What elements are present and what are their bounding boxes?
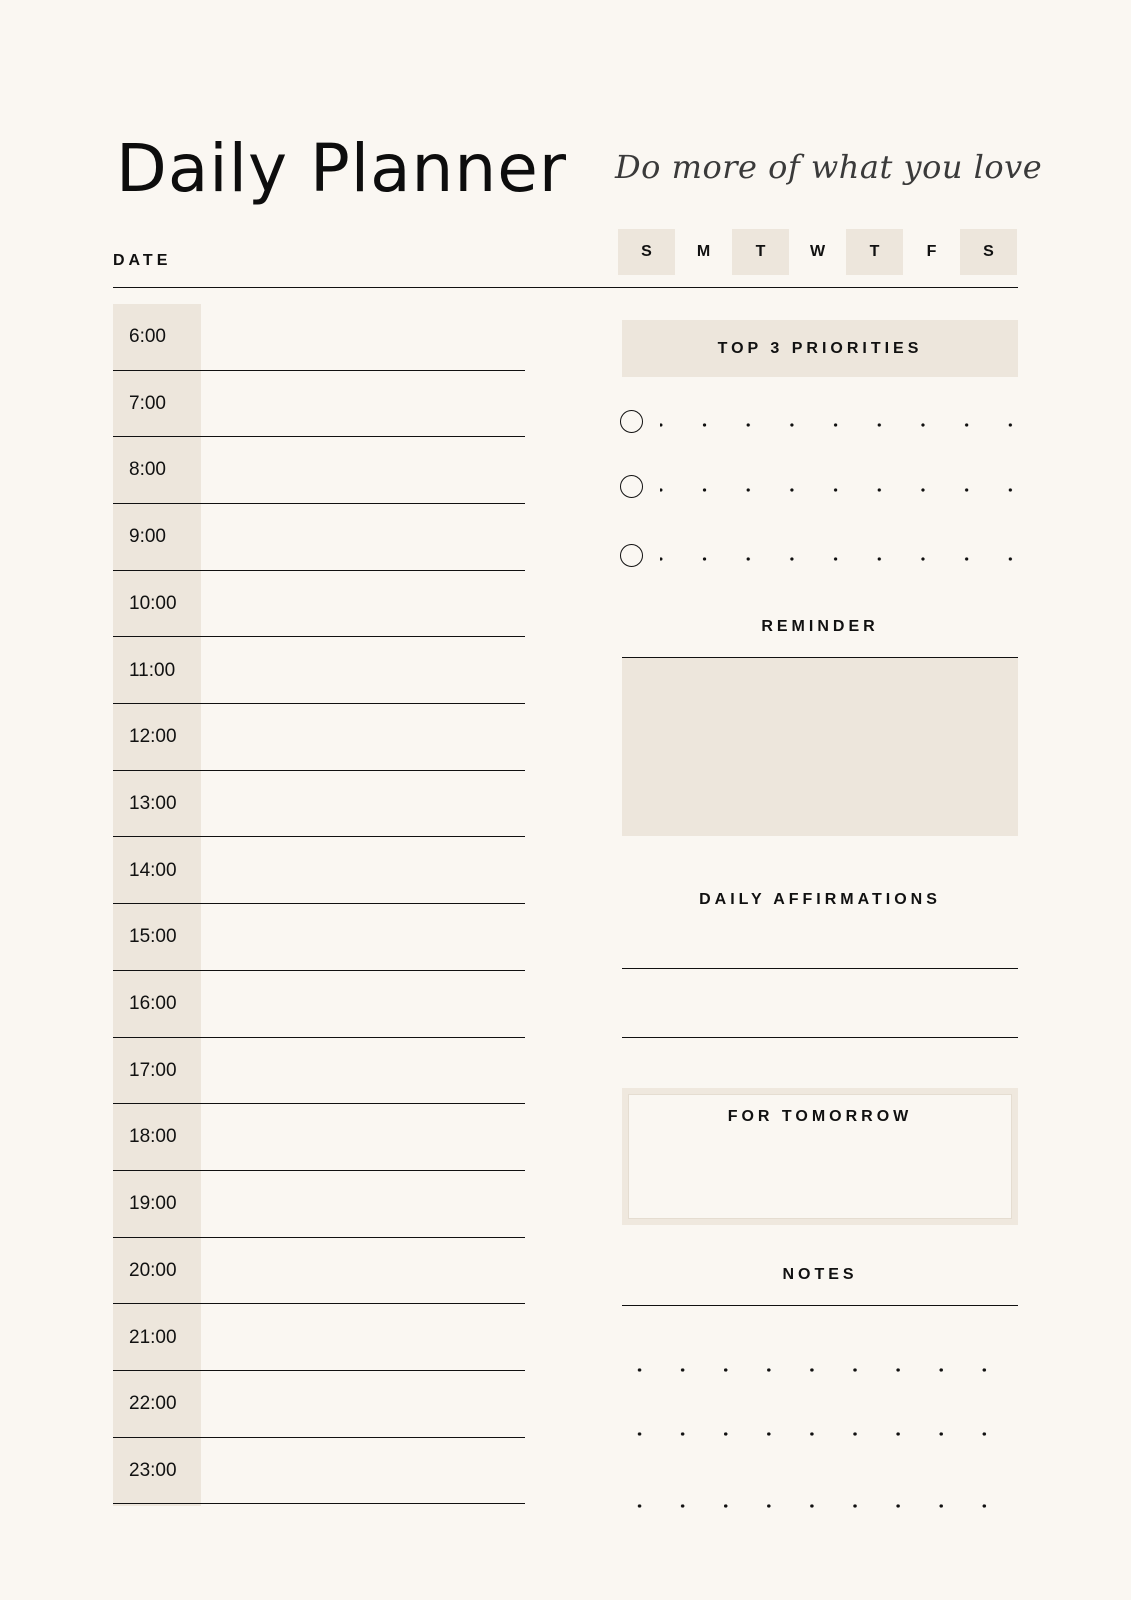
affirmation-line[interactable] [622,968,1018,969]
affirmation-line[interactable] [622,1037,1018,1038]
time-slot-row[interactable] [113,504,525,571]
time-label: 11:00 [129,659,176,681]
time-slot-row[interactable] [113,638,525,705]
checkbox-circle-icon[interactable] [620,410,643,433]
notes-title: NOTES [782,1266,858,1283]
time-slot-row[interactable] [113,1104,525,1171]
weekday-wednesday[interactable]: W [809,243,826,260]
weekday-saturday[interactable]: S [960,229,1017,275]
weekday-friday[interactable]: F [926,243,937,260]
dotted-line [660,557,1020,561]
time-slot-row[interactable] [113,1371,525,1438]
time-slot-row[interactable] [113,704,525,771]
tagline-script: Do more of what you love [615,148,1043,186]
header-divider [113,287,1018,288]
notes-dot-row[interactable] [618,1503,1022,1509]
notes-divider [622,1305,1018,1306]
weekday-monday[interactable]: M [696,243,711,260]
time-label: 19:00 [129,1193,177,1215]
checkbox-circle-icon[interactable] [620,475,643,498]
time-slot-row[interactable] [113,1171,525,1238]
time-slot-row[interactable] [113,838,525,905]
time-label: 7:00 [129,392,166,414]
time-label: 18:00 [129,1126,177,1148]
time-label: 9:00 [129,526,166,548]
time-slot-row[interactable] [113,571,525,638]
weekday-selector [618,229,1017,275]
time-label: 10:00 [129,592,177,614]
weekday-sunday[interactable]: S [618,229,675,275]
time-label: 13:00 [129,792,177,814]
time-slot-row[interactable] [113,771,525,838]
time-label: 16:00 [129,993,177,1014]
date-label: DATE [113,252,172,269]
weekday-thursday[interactable]: T [846,229,903,275]
time-slot-row[interactable] [113,437,525,504]
time-label: 14:00 [129,859,177,881]
time-label: 6:00 [129,326,166,347]
time-label: 22:00 [129,1393,177,1415]
checkbox-circle-icon[interactable] [620,544,643,567]
time-slot-row[interactable] [113,971,525,1038]
time-label: 20:00 [129,1259,177,1281]
time-slot-row[interactable] [113,304,525,371]
notes-dot-row[interactable] [618,1431,1022,1437]
time-slot-row[interactable] [113,904,525,971]
priorities-header: TOP 3 PRIORITIES [622,320,1018,377]
priority-item[interactable] [620,475,1020,505]
tomorrow-title: FOR TOMORROW [727,1108,913,1125]
time-label: 23:00 [129,1459,177,1481]
time-slot-row[interactable] [113,1238,525,1305]
affirmations-title: DAILY AFFIRMATIONS [699,891,941,908]
reminder-title: REMINDER [761,618,879,635]
reminder-box[interactable] [622,657,1018,836]
priority-item[interactable] [620,410,1020,440]
time-label: 17:00 [129,1059,177,1081]
time-label: 8:00 [129,459,166,481]
dotted-line [660,488,1020,492]
time-slot-row[interactable] [113,371,525,438]
time-label: 21:00 [129,1326,177,1348]
priority-item[interactable] [620,544,1020,574]
dotted-line [660,423,1020,427]
time-slot-row[interactable] [113,1438,525,1505]
notes-dot-row[interactable] [618,1367,1022,1373]
weekday-tuesday[interactable]: T [732,229,789,275]
time-slot-row[interactable] [113,1038,525,1105]
page-title: Daily Planner [116,130,567,207]
time-label: 15:00 [129,926,177,948]
time-label: 12:00 [129,726,177,748]
time-slot-row[interactable] [113,1305,525,1372]
